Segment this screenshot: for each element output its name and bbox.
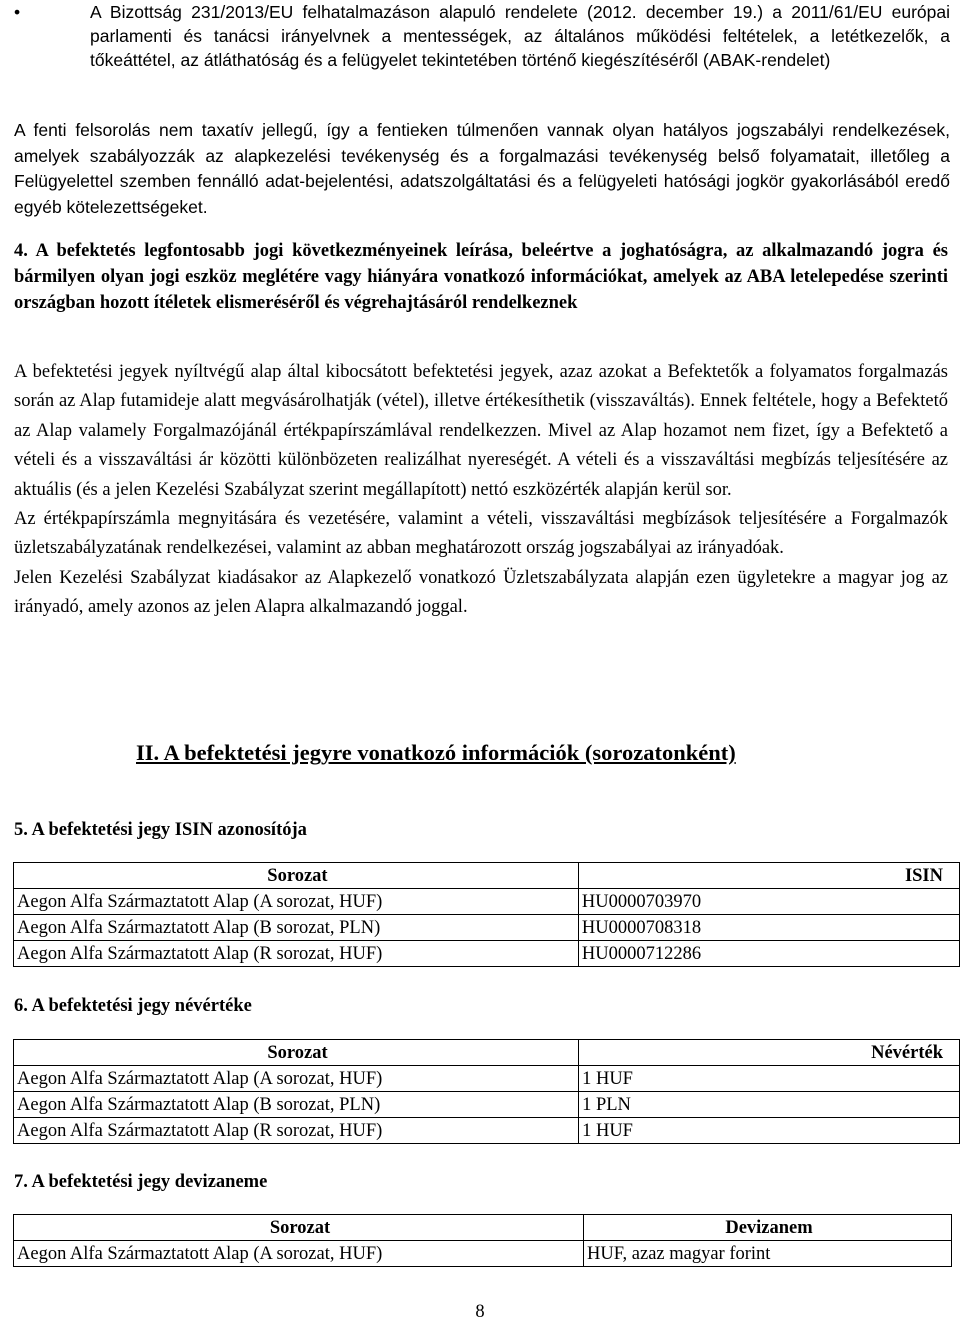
column-header-isin: ISIN — [578, 863, 959, 889]
currency-cell: HUF, azaz magyar forint — [584, 1241, 952, 1267]
column-header-nominal-value: Névérték — [579, 1040, 960, 1066]
table-row — [14, 889, 960, 915]
section-4-paragraph: Az értékpapírszámla megnyitására és vezetésére, valamint a vételi, visszaváltási megbízások teljesítésére a Forgalmazók üzletszabályzatának rendelkezései, valamint az abban meghatározott ország jogszabályai az irányadóak. — [14, 509, 948, 559]
series-cell: Aegon Alfa Származtatott Alap (B sorozat, PLN) — [14, 915, 579, 941]
column-header-series: Sorozat — [14, 863, 579, 889]
section-7-heading: 7. A befektetési jegy devizaneme — [14, 1172, 268, 1192]
bullet-marker: • — [14, 2, 21, 22]
series-cell: Aegon Alfa Származtatott Alap (R sorozat, HUF) — [14, 1118, 579, 1144]
section-4-body — [14, 358, 948, 623]
section-6-heading: 6. A befektetési jegy névértéke — [14, 996, 252, 1016]
nominal-value-cell: 1 HUF — [579, 1066, 960, 1092]
isin-cell: HU0000708318 — [578, 915, 959, 941]
section-4-paragraph: Jelen Kezelési Szabályzat kiadásakor az Alapkezelő vonatkozó Üzletszabályzata alapján ezen ügyletekre a magyar jog az irányadó, amely azonos az jelen Alapra alkalmazandó joggal. — [14, 567, 948, 618]
section-4-heading: 4. A befektetés legfontosabb jogi következményeinek leírása, beleértve a joghatóságra, az alkalmazandó jogra és bármilyen olyan jogi eszköz meglétére vagy hiányára vonatkozó információkat, amelyek az ABA letelepedése szerinti országban hozott ítéletek elismeréséről és végrehajtásáról rendelkeznek — [14, 241, 948, 313]
series-cell: Aegon Alfa Származtatott Alap (A sorozat, HUF) — [14, 889, 579, 915]
table-header-row — [14, 1215, 952, 1241]
nominal-value-cell: 1 PLN — [579, 1092, 960, 1118]
bullet-text: A Bizottság 231/2013/EU felhatalmazáson alapuló rendelete (2012. december 19.) a 2011/61/EU európai parlamenti és tanácsi irányelvnek a mentességek, az általános működési feltételek, a letétkezelők, a tőkeáttétel, az átláthatóság és a felügyelet tekintetében történő kiegészítéséről (ABAK-rendelet) — [90, 2, 950, 70]
table-row — [14, 1092, 960, 1118]
table-row — [14, 1066, 960, 1092]
column-header-series: Sorozat — [14, 1215, 584, 1241]
column-header-series: Sorozat — [14, 1040, 579, 1066]
series-cell: Aegon Alfa Származtatott Alap (A sorozat, HUF) — [14, 1066, 579, 1092]
isin-cell: HU0000703970 — [578, 889, 959, 915]
intro-paragraph: A fenti felsorolás nem taxatív jellegű, így a fentieken túlmenően vannak olyan hatályos jogszabályi rendelkezések, amelyek szabályozzák az alapkezelési tevékenység és a forgalmazási tevékenység belső folyamatait, illetőleg a Felügyelettel szemben fennálló adat-bejelentési, adatszolgáltatási és a felügyeleti hatósági jogkör gyakorlásából eredő egyéb kötelezettségeket. — [14, 120, 950, 217]
page-number: 8 — [475, 1302, 485, 1322]
series-cell: Aegon Alfa Származtatott Alap (R sorozat, HUF) — [14, 941, 579, 967]
series-cell: Aegon Alfa Származtatott Alap (B sorozat, PLN) — [14, 1092, 579, 1118]
table-row — [14, 915, 960, 941]
nominal-value-table — [13, 1039, 960, 1144]
table-row — [14, 1118, 960, 1144]
isin-cell: HU0000712286 — [578, 941, 959, 967]
series-cell: Aegon Alfa Származtatott Alap (A sorozat, HUF) — [14, 1241, 584, 1267]
section-II-title: II. A befektetési jegyre vonatkozó információk (sorozatonként) — [136, 740, 736, 765]
currency-table — [13, 1214, 952, 1267]
isin-table — [13, 862, 960, 967]
table-header-row — [14, 1040, 960, 1066]
section-5-heading: 5. A befektetési jegy ISIN azonosítója — [14, 820, 307, 840]
table-row — [14, 941, 960, 967]
nominal-value-cell: 1 HUF — [579, 1118, 960, 1144]
column-header-currency: Devizanem — [584, 1215, 952, 1241]
table-header-row — [14, 863, 960, 889]
table-row — [14, 1241, 952, 1267]
section-4-paragraph: A befektetési jegyek nyíltvégű alap által kibocsátott befektetési jegyek, azaz azokat a Befektetők a folyamatos forgalmazás során az Alap futamideje alatt megvásárolhatják (vétel), illetve értékesíthetik (visszaváltás). Ennek feltétele, hogy a Befektető az Alap valamely Forgalmazójánál értékpapírszámlával rendelkezzen. Mivel az Alap hozamot nem fizet, így a Befektető a vételi és a visszaváltási ár közötti különbözeten realizálhat nyereségét. A vételi és a visszaváltási megbízás teljesítésére az aktuális (és a jelen Kezelési Szabályzat szerint megállapított) nettó eszközérték alapján kerül sor. — [14, 362, 948, 500]
